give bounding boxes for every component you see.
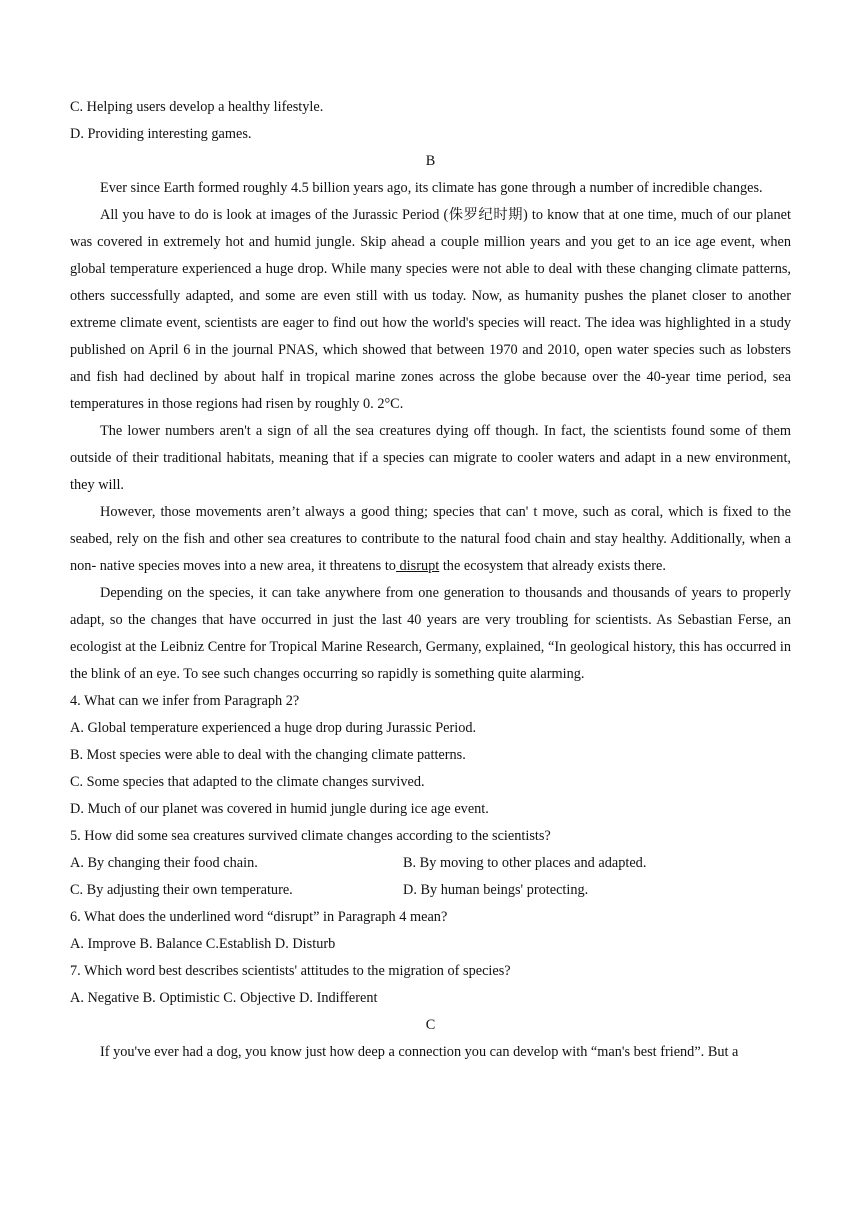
question-7-stem: 7. Which word best describes scientists' attitudes to the migration of species? [70, 963, 511, 979]
question-5-options-row-2 [70, 877, 791, 904]
prev-option-d: D. Providing interesting games. [70, 126, 252, 142]
section-b-paragraph-4 [70, 499, 791, 580]
question-5-options-row-1 [70, 850, 791, 877]
document-page [70, 94, 791, 1066]
section-b-paragraph-1: Ever since Earth formed roughly 4.5 billion years ago, its climate has gone through a number of incredible changes. [100, 180, 763, 196]
section-c-label: C [425, 1017, 436, 1033]
question-4-option-d: D. Much of our planet was covered in humid jungle during ice age event. [70, 801, 489, 817]
question-4-option-a: A. Global temperature experienced a huge drop during Jurassic Period. [70, 720, 477, 736]
question-4-option-c: C. Some species that adapted to the climate changes survived. [70, 774, 425, 790]
question-5-option-d: D. By human beings' protecting. [403, 882, 589, 898]
section-b-paragraph-2: All you have to do is look at images of the Jurassic Period (侏罗纪时期) to know that at one time, much of our planet was covered in extremely hot and humid jungle. Skip ahead a couple million years and you get to an ice age event, when global temperature experienced a huge drop. While many species were not able to deal with these changing climate patterns, others successfully adapted, and some are even still with us today. Now, as humanity pushes the planet closer to another extreme climate event, scientists are eager to find out how the world's species will react. The idea was highlighted in a study published on April 6 in the journal PNAS, which showed that between 1970 and 2010, open water species such as lobsters and fish had declined by about half in tropical marine zones across the globe because over the 40-year time period, sea temperatures in those regions had risen by roughly 0. 2°C. [70, 207, 791, 412]
prev-option-c: C. Helping users develop a healthy lifestyle. [70, 99, 324, 115]
question-4-stem: 4. What can we infer from Paragraph 2? [70, 693, 300, 709]
question-4-option-b: B. Most species were able to deal with the changing climate patterns. [70, 747, 466, 763]
question-5-option-c: C. By adjusting their own temperature. [70, 882, 293, 898]
underlined-word-disrupt: disrupt [395, 558, 440, 574]
paragraph-4-text-after: the ecosystem that already exists there. [439, 558, 666, 574]
question-6-stem: 6. What does the underlined word “disrupt” in Paragraph 4 mean? [70, 909, 448, 925]
question-5-option-a: A. By changing their food chain. [70, 855, 258, 871]
section-b-paragraph-3: The lower numbers aren't a sign of all the sea creatures dying off though. In fact, the scientists found some of them outside of their traditional habitats, meaning that if a species can migrate to cooler waters and adapt in a new environment, they will. [70, 423, 791, 493]
section-b-label: B [425, 153, 436, 169]
question-7-options: A. Negative B. Optimistic C. Objective D. Indifferent [70, 990, 378, 1006]
paragraph-4-text-before: However, those movements aren’t always a good thing; species that can' t move, such as coral, which is fixed to the seabed, rely on the fish and other sea creatures to contribute to the natural food chain and stay healthy. Additionally, when a non- native species moves into a new area, it threatens to [70, 504, 791, 574]
section-b-paragraph-5: Depending on the species, it can take anywhere from one generation to thousands and thousands of years to properly adapt, so the changes that have occurred in just the last 40 years are very troubling for scientists. As Sebastian Ferse, an ecologist at the Leibniz Centre for Tropical Marine Research, Germany, explained, “In geological history, this has occurred in the blink of an eye. To see such changes occurring so rapidly is something quite alarming. [70, 585, 791, 682]
section-c-paragraph-1: If you've ever had a dog, you know just how deep a connection you can develop with “man's best friend”. But a [100, 1044, 739, 1060]
question-6-options: A. Improve B. Balance C.Establish D. Disturb [70, 936, 336, 952]
question-5-stem: 5. How did some sea creatures survived climate changes according to the scientists? [70, 828, 551, 844]
question-5-option-b: B. By moving to other places and adapted. [403, 855, 647, 871]
